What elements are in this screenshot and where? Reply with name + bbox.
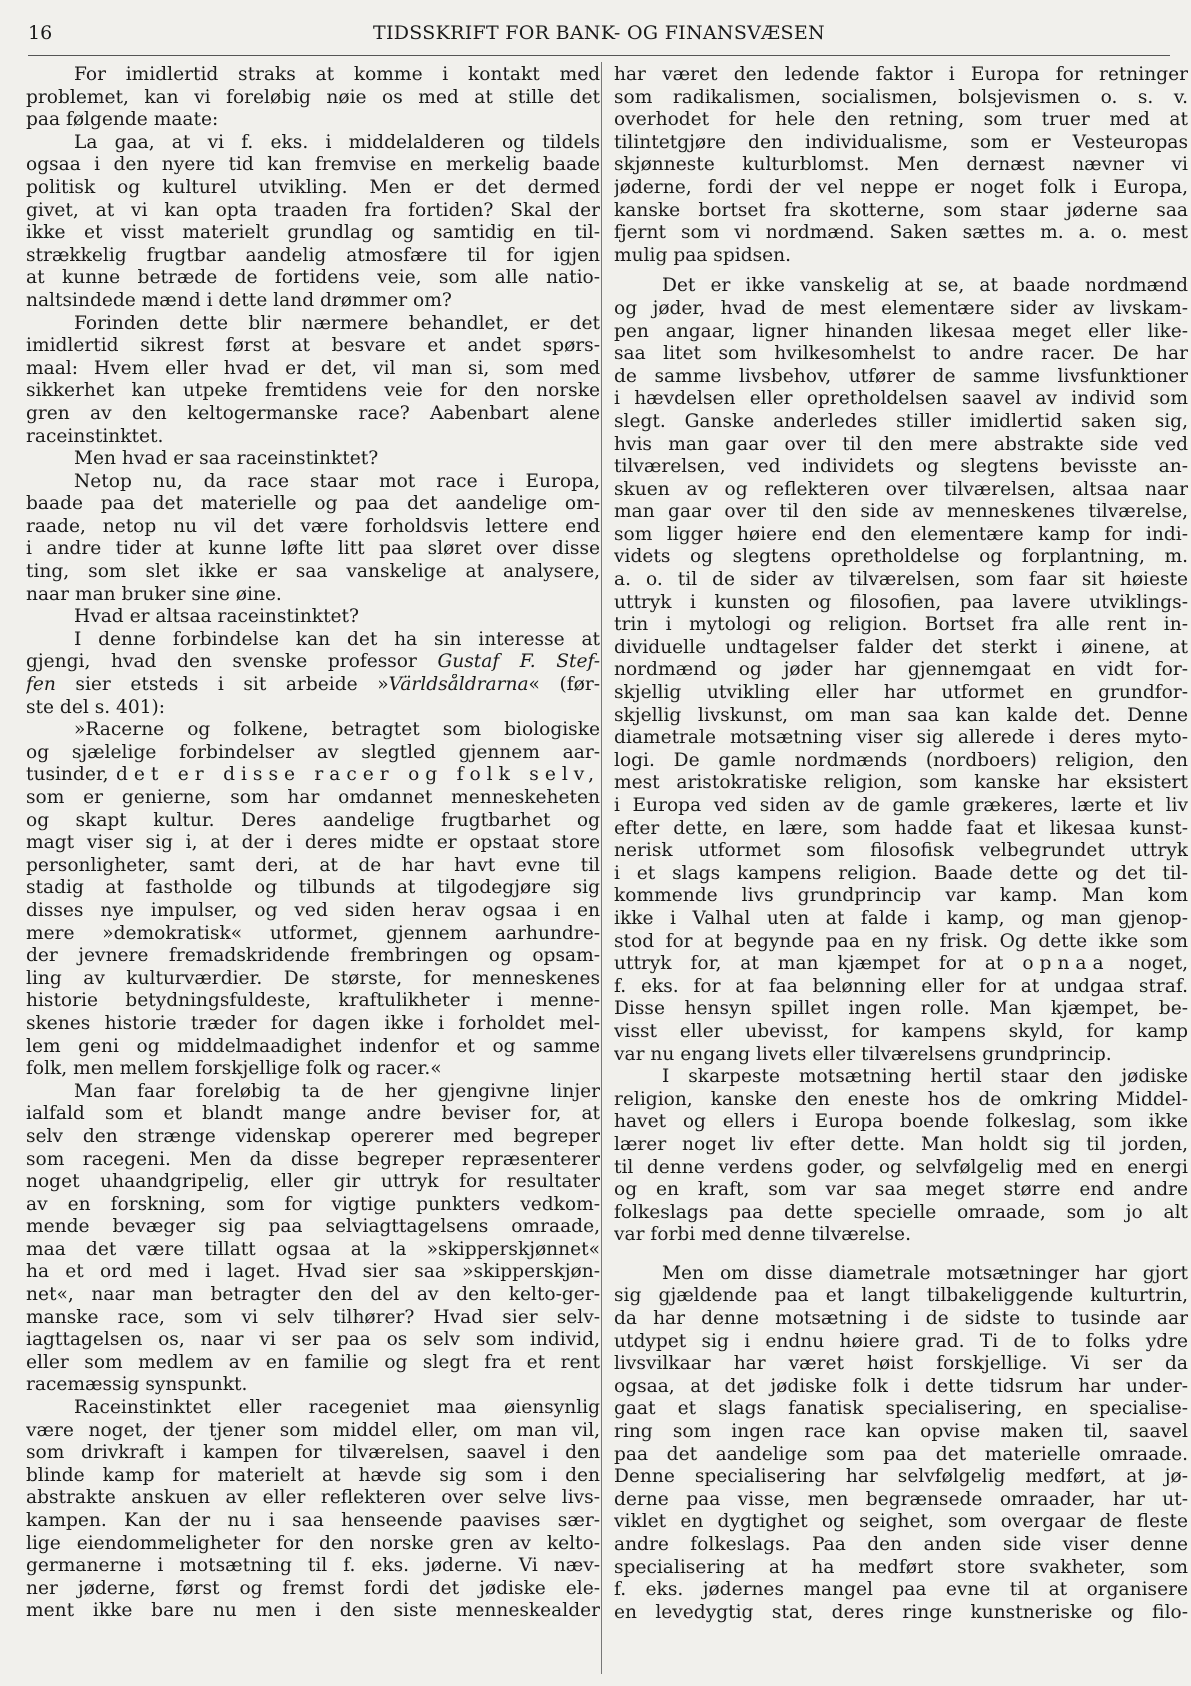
text-line xyxy=(614,1285,1188,1308)
text-span: fjernt som vi nordmænd. Saken sættes m. a. o. mest xyxy=(614,222,1188,244)
text-span: de samme livsbehov, utfører de samme livsfunktioner xyxy=(614,365,1188,387)
text-span: Hvad er altsaa raceinstinktet? xyxy=(74,606,359,628)
text-span: skuen av og reflekteren over tilværelsen, altsaa naar xyxy=(614,478,1188,500)
spaced-emphasis: det er disse racer og folk selv, xyxy=(115,764,600,786)
text-span: f. eks. jødernes mangel paa evne til at organisere xyxy=(614,1579,1188,1601)
text-span: gren av den keltogermanske race? Aabenbart alene xyxy=(26,402,600,424)
text-line xyxy=(614,343,1188,366)
text-span: skenes historie træder for dagen ikke i forholdet mel- xyxy=(26,1012,600,1034)
text-line xyxy=(614,1179,1188,1202)
text-span: noget, xyxy=(1109,953,1188,975)
text-span: »Racerne og folkene, betragtet som biologiske xyxy=(74,719,600,741)
text-span: har været den ledende faktor i Europa for retninger xyxy=(614,64,1188,85)
text-span: paa det aandelige som paa det materielle omraade. xyxy=(614,1443,1188,1465)
left-column xyxy=(26,64,600,1623)
text-span: ogsaa i den nyere tid kan fremvise en merkelig baade xyxy=(26,154,600,176)
text-span: man gaar over til den side av menneskenes tilværelse, xyxy=(614,501,1188,523)
text-line xyxy=(26,87,600,110)
text-span: skjellig utvikling eller har utformet en grundfor- xyxy=(614,682,1188,704)
text-span: og jøder, hvad de mest elementære sider av livskam- xyxy=(614,297,1188,319)
text-line xyxy=(26,1578,600,1601)
text-span: dividuelle undtagelser falder det sterkt i øinene, at xyxy=(614,636,1188,658)
text-line xyxy=(614,1353,1188,1376)
text-line xyxy=(26,1058,600,1081)
text-line xyxy=(26,1216,600,1239)
text-line xyxy=(614,366,1188,389)
text-line xyxy=(614,1466,1188,1489)
text-span: manske race, som vi selv tilhører? Hvad sier selv- xyxy=(26,1306,600,1328)
text-span: « (før- xyxy=(528,674,600,696)
text-line xyxy=(26,1171,600,1194)
text-line xyxy=(614,998,1188,1021)
text-span: I denne forbindelse kan det ha sin interesse at xyxy=(74,628,600,650)
text-line xyxy=(614,1557,1188,1580)
text-line xyxy=(614,863,1188,886)
text-span: som radikalismen, socialismen, bolsjevismen o. s. v. xyxy=(614,86,1188,108)
text-line xyxy=(26,1036,600,1059)
text-line xyxy=(614,931,1188,954)
text-line xyxy=(26,674,600,697)
text-line xyxy=(614,154,1188,177)
text-span: mere »demokratisk« utformet, gjennem aarhundre- xyxy=(26,922,600,944)
text-span: og sjælelige forbindelser av slegtled gjennem aar- xyxy=(26,741,600,763)
text-line xyxy=(26,584,600,607)
text-line xyxy=(26,1261,600,1284)
text-span: f. eks. for at faa belønning eller for at undgaa straf. xyxy=(614,975,1188,997)
text-line xyxy=(614,795,1188,818)
text-span: baade paa det materielle og paa det aandelige om- xyxy=(26,493,600,515)
text-span: som er genierne, som har omdannet menneskeheten xyxy=(26,787,600,808)
emphasis: Gustaf F. Stef- xyxy=(437,651,600,673)
text-line xyxy=(614,1511,1188,1534)
text-span: Forinden dette blir nærmere behandlet, er det xyxy=(74,312,600,334)
text-line xyxy=(614,818,1188,841)
text-span: ialfald som et blandt mange andre beviser for, at xyxy=(26,1103,600,1125)
text-span: ha et ord med i laget. Hvad sier saa »skipperskjøn- xyxy=(26,1261,600,1283)
text-line xyxy=(614,321,1188,344)
text-span: var nu engang livets eller tilværelsens grundprincip. xyxy=(614,1043,1112,1065)
text-line xyxy=(614,727,1188,750)
text-line xyxy=(26,64,600,87)
text-span: mende bevæger sig paa selviagttagelsens omraade, xyxy=(26,1216,600,1238)
text-line xyxy=(614,953,1188,976)
text-span: som ligger høiere end den elementære kamp for indi- xyxy=(614,523,1188,545)
text-line xyxy=(614,388,1188,411)
text-line xyxy=(26,1149,600,1172)
text-span: politisk og kulturel utvikling. Men er det dermed xyxy=(26,176,600,198)
text-span: videts og slegtens opretholdelse og forplantning, m. xyxy=(614,546,1188,568)
text-span: ikke i Valhal uten at falde i kamp, og man gjenop- xyxy=(614,907,1188,929)
text-span: at kunne betræde de fortidens veie, som alle natio- xyxy=(26,267,600,289)
text-span: utdypet sig i endnu høiere grad. Ti de to folks ydre xyxy=(614,1330,1188,1352)
text-span: slegt. Ganske anderledes stiller imidlertid saken sig, xyxy=(614,410,1188,432)
text-line xyxy=(26,267,600,290)
text-span: lem geni og middelmaadighet indenfor et og samme xyxy=(26,1035,600,1057)
text-span: iagttagelsen os, naar vi ser paa os selv som individ, xyxy=(26,1329,600,1351)
text-line xyxy=(614,1579,1188,1602)
text-span: blinde kamp for materielt at hævde sig som i den xyxy=(26,1464,600,1486)
text-span: visst eller ubevisst, for kampens skyld, for kamp xyxy=(614,1020,1188,1042)
text-line xyxy=(26,900,600,923)
text-span: maa det være tillatt ogsaa at la »skipperskjønnet« xyxy=(26,1238,600,1260)
text-line xyxy=(26,1103,600,1126)
text-line xyxy=(614,569,1188,592)
text-line xyxy=(26,1442,600,1465)
text-span: strækkelig frugtbar aandelig atmosfære til for igjen xyxy=(26,244,600,266)
text-line xyxy=(614,1224,1188,1247)
text-line xyxy=(26,1374,600,1397)
text-span: lærer noget liv efter dette. Man holdt sig til jorden, xyxy=(614,1133,1188,1155)
text-span: ling av kulturværdier. De største, for menneskenes xyxy=(26,967,600,989)
text-line xyxy=(614,1444,1188,1467)
text-line xyxy=(614,222,1188,245)
text-span: ste del s. 401): xyxy=(26,696,166,718)
text-span: jøderne, fordi der vel neppe er noget folk i Europa, xyxy=(614,176,1188,198)
text-span: i hævdelsen eller opretholdelsen saavel av individ som xyxy=(614,388,1188,410)
text-line xyxy=(614,592,1188,615)
text-line xyxy=(26,538,600,561)
text-line xyxy=(614,411,1188,434)
text-line xyxy=(26,606,600,629)
text-span: givet, at vi kan opta traaden fra fortiden? Skal der xyxy=(26,199,600,221)
text-span: mest aristokratiske religion, som kanske har eksistert xyxy=(614,772,1188,794)
text-span: noget uhaandgripelig, eller gir uttryk for resultater xyxy=(26,1171,600,1193)
page-number: 16 xyxy=(28,22,53,44)
text-line xyxy=(26,1239,600,1262)
text-span: skjønneste kulturblomst. Men dernæst nævner vi xyxy=(614,154,1188,176)
text-line xyxy=(26,200,600,223)
text-line xyxy=(614,840,1188,863)
text-span: Men om disse diametrale motsætninger har gjort xyxy=(662,1262,1188,1284)
text-line xyxy=(614,659,1188,682)
text-line xyxy=(614,298,1188,321)
text-line xyxy=(614,614,1188,637)
text-span: Det er ikke vanskelig at se, at baade nordmænd xyxy=(662,275,1188,297)
text-line xyxy=(614,885,1188,908)
text-span: ogsaa, at det jødiske folk i dette tidsrum har under- xyxy=(614,1375,1188,1397)
text-line xyxy=(26,1013,600,1036)
text-span: kampen. Kan der nu i saa henseende paavises sær- xyxy=(26,1510,600,1531)
text-span: i Europa ved siden av de gamle grækeres, lærte et liv xyxy=(614,795,1188,816)
text-span: uttryk for, at man kjæmpet for at xyxy=(614,953,1023,975)
text-line xyxy=(26,1555,600,1578)
text-span: gjengi, hvad den svenske professor xyxy=(26,651,438,673)
text-span: efter dette, en lære, som hadde faat et likesaa kunst- xyxy=(614,817,1188,839)
text-span: diametrale motsætning viser sig allerede i deres myto- xyxy=(614,727,1188,749)
text-line xyxy=(26,516,600,539)
text-line xyxy=(26,109,600,132)
text-span: lige eiendommeligheter for den norske gren av kelto- xyxy=(26,1532,600,1554)
text-span: livsvilkaar har været høist forskjellige. Vi ser da xyxy=(614,1353,1188,1375)
text-span: sier etsteds i sit arbeide » xyxy=(55,674,389,696)
text-span: og skapt kultur. Deres aandelige frugtbarhet og xyxy=(26,809,600,831)
text-span: selv den strænge videnskap opererer med begreper xyxy=(26,1125,600,1147)
text-line xyxy=(614,177,1188,200)
text-line xyxy=(614,976,1188,999)
text-line xyxy=(26,1533,600,1556)
text-span: da har denne motsætning i de sidste to tusinde aar xyxy=(614,1308,1188,1330)
text-line xyxy=(26,810,600,833)
right-column xyxy=(614,64,1188,1624)
text-line xyxy=(26,1397,600,1420)
header-rule xyxy=(28,55,1170,56)
text-span: gaat et slags fanatisk specialisering, en specialise- xyxy=(614,1398,1188,1420)
text-line xyxy=(614,245,1188,268)
text-span: maal: Hvem eller hvad er det, vil man si, som med xyxy=(26,357,600,379)
text-line xyxy=(26,719,600,742)
text-line xyxy=(26,832,600,855)
text-line xyxy=(26,426,600,449)
text-line xyxy=(26,561,600,584)
text-line xyxy=(26,1284,600,1307)
text-line xyxy=(614,1066,1188,1089)
text-span: tilintetgjøre den individualisme, som er Vesteuropas xyxy=(614,131,1188,153)
running-header xyxy=(28,18,1191,52)
text-span: være noget, der tjener som middel eller, om man vil, xyxy=(26,1419,600,1441)
spaced-emphasis: opnaa xyxy=(1022,953,1110,975)
emphasis: Världsåldrarna xyxy=(388,674,529,696)
text-span: Netop nu, da race staar mot race i Europa, xyxy=(74,470,600,492)
text-span: eller som medlem av en familie og slegt fra et rent xyxy=(26,1351,600,1373)
text-span: uttryk i kunsten og filosofien, paa lavere utviklings- xyxy=(614,591,1188,613)
text-line xyxy=(614,434,1188,457)
text-span: ring som ingen race kan opvise maken til, saavel xyxy=(614,1421,1188,1443)
text-span: racemæssig synspunkt. xyxy=(26,1374,248,1396)
text-span: pen angaar, ligner hinanden likesaa meget eller like- xyxy=(614,320,1188,342)
text-span: mulig paa spidsen. xyxy=(614,244,792,266)
text-line xyxy=(614,456,1188,479)
text-line xyxy=(614,132,1188,155)
text-span: andre folkeslags. Paa den anden side viser denne xyxy=(614,1534,1188,1555)
text-span: Men hvad er saa raceinstinktet? xyxy=(74,448,379,470)
text-span: For imidlertid straks at komme i kontakt med xyxy=(74,64,600,85)
text-span: problemet, kan vi foreløbig nøie os med at stille det xyxy=(26,86,600,108)
text-line xyxy=(26,764,600,787)
text-line xyxy=(614,1376,1188,1399)
text-line xyxy=(614,501,1188,524)
text-line xyxy=(614,200,1188,223)
text-line xyxy=(614,479,1188,502)
text-line xyxy=(614,1134,1188,1157)
text-line xyxy=(26,742,600,765)
text-span: tilværelsen, ved individets og slegtens bevisste an- xyxy=(614,456,1188,478)
text-span: nerisk utformet som filosofisk velbegrundet uttryk xyxy=(614,840,1188,862)
text-span: en levedygtig stat, deres ringe kunstneriske og filo- xyxy=(614,1601,1188,1623)
text-line xyxy=(614,109,1188,132)
text-line xyxy=(26,1307,600,1330)
text-span: personligheter, samt deri, at de har havt evne til xyxy=(26,854,600,876)
text-line xyxy=(614,524,1188,547)
text-line xyxy=(614,908,1188,931)
text-line xyxy=(26,1126,600,1149)
text-line xyxy=(614,682,1188,705)
text-line xyxy=(26,787,600,810)
text-line xyxy=(26,380,600,403)
text-span: av en forskning, som for vigtige punkters vedkom- xyxy=(26,1193,600,1215)
text-span: Denne specialisering har selvfølgelig medført, at jø- xyxy=(614,1466,1188,1488)
text-span: Disse hensyn spillet ingen rolle. Man kjæmpet, be- xyxy=(614,998,1188,1020)
column-divider xyxy=(601,62,602,1674)
text-line xyxy=(614,1534,1188,1557)
text-span: og en kraft, som var saa meget større end andre xyxy=(614,1179,1188,1201)
text-span: net«, naar man betragter den del av den kelto-ger- xyxy=(26,1284,600,1306)
text-line xyxy=(614,1602,1188,1625)
text-line xyxy=(26,1420,600,1443)
text-line xyxy=(26,132,600,155)
text-line xyxy=(614,1398,1188,1421)
text-line xyxy=(26,448,600,471)
text-line xyxy=(614,64,1188,87)
text-span: som racegeni. Men da disse begreper repræsenterer xyxy=(26,1148,600,1170)
text-span: naltsindede mænd i dette land drømmer om? xyxy=(26,289,452,311)
text-span: logi. De gamle nordmænds (nordboers) religion, den xyxy=(614,749,1188,771)
text-line xyxy=(26,358,600,381)
text-span: imidlertid sikrest først at besvare et andet spørs- xyxy=(26,335,600,357)
text-line xyxy=(614,1044,1188,1067)
text-span: Man faar foreløbig ta de her gjengivne linjer xyxy=(74,1080,600,1102)
text-line xyxy=(26,651,600,674)
text-line xyxy=(26,290,600,313)
text-span: tusinder, xyxy=(26,764,116,786)
text-span: sig gjældende paa et langt tilbakeliggende kulturtrin, xyxy=(614,1285,1188,1307)
text-span: raade, netop nu vil det være forholdsvis lettere end xyxy=(26,515,600,537)
text-line xyxy=(26,1329,600,1352)
text-line xyxy=(26,945,600,968)
text-span: viklet en dygtighet og seighet, som overgaar de fleste xyxy=(614,1511,1188,1533)
text-line xyxy=(26,1510,600,1533)
text-line xyxy=(614,1111,1188,1134)
text-span: stadig at fastholde og tilbunds at tilgodegjøre sig xyxy=(26,877,600,899)
text-span: derne paa visse, men begrænsede omraader, har ut- xyxy=(614,1488,1188,1510)
text-span: kanske bortset fra skotterne, som staar jøderne saa xyxy=(614,199,1188,221)
text-span: i et slags kampens religion. Baade dette og det til- xyxy=(614,862,1188,884)
text-line xyxy=(614,637,1188,660)
text-line xyxy=(26,923,600,946)
text-span: folkeslags paa dette specielle omraade, som jo alt xyxy=(614,1201,1188,1223)
text-span: ment ikke bare nu men i den siste menneskealder xyxy=(26,1600,600,1622)
text-line xyxy=(614,1202,1188,1225)
text-span: germanerne i motsætning til f. eks. jøderne. Vi næv- xyxy=(26,1555,600,1577)
text-span: La gaa, at vi f. eks. i middelalderen og tildels xyxy=(74,131,600,153)
text-line xyxy=(26,1600,600,1623)
text-line xyxy=(614,1331,1188,1354)
text-line xyxy=(614,1263,1188,1286)
text-line xyxy=(614,1021,1188,1044)
text-line xyxy=(26,493,600,516)
text-line xyxy=(614,772,1188,795)
text-span: var forbi med denne tilværelse. xyxy=(614,1224,911,1246)
text-line xyxy=(26,1081,600,1104)
text-span: magt viser sig i, at der i deres midte er opstaat store xyxy=(26,832,600,854)
text-line xyxy=(26,471,600,494)
text-line xyxy=(26,245,600,268)
text-span: sikkerhet kan utpeke fremtidens veie for den norske xyxy=(26,380,600,402)
text-span: saa litet som hvilkesomhelst to andre racer. De har xyxy=(614,343,1188,365)
text-span: Raceinstinktet eller racegeniet maa øiensynlig xyxy=(74,1397,600,1419)
text-span: nordmænd og jøder har gjennemgaat en vidt for- xyxy=(614,659,1188,681)
text-line xyxy=(614,750,1188,773)
text-line xyxy=(26,629,600,652)
text-line xyxy=(26,697,600,720)
text-line xyxy=(614,546,1188,569)
text-span: stod for at begynde paa en ny frisk. Og dette ikke som xyxy=(614,930,1188,952)
text-span: raceinstinktet. xyxy=(26,425,164,447)
text-span: religion, kanske den eneste hos de omkring Middel- xyxy=(614,1088,1188,1110)
text-span: ting, som slet ikke er saa vanskelige at analysere, xyxy=(26,561,600,583)
text-line xyxy=(26,1352,600,1375)
emphasis: fen xyxy=(26,674,56,696)
text-line xyxy=(26,313,600,336)
text-line xyxy=(614,1157,1188,1180)
text-line xyxy=(26,877,600,900)
journal-title: TIDSSKRIFT FOR BANK- OG FINANSVÆSEN xyxy=(373,22,825,44)
text-span: abstrakte anskuen av eller reflekteren over selve livs- xyxy=(26,1487,600,1509)
text-span: som drivkraft i kampen for tilværelsen, saavel i den xyxy=(26,1442,600,1464)
text-line xyxy=(26,1465,600,1488)
text-span: havet og ellers i Europa boende folkeslag, som ikke xyxy=(614,1111,1188,1133)
text-line xyxy=(26,1487,600,1510)
text-span: til denne verdens goder, og selvfølgelig med en energi xyxy=(614,1156,1188,1178)
text-line xyxy=(614,705,1188,728)
text-line xyxy=(26,154,600,177)
text-span: kommende livs grundprincip var kamp. Man kom xyxy=(614,885,1188,907)
text-line xyxy=(26,222,600,245)
text-span: hvis man gaar over til den mere abstrakte side ved xyxy=(614,433,1188,455)
text-line xyxy=(26,990,600,1013)
text-span: historie betydningsfuldeste, kraftulikheter i menne- xyxy=(26,990,600,1012)
text-line xyxy=(614,1089,1188,1112)
text-span: i andre tider at kunne løfte litt paa sløret over disse xyxy=(26,538,600,560)
text-line xyxy=(26,403,600,426)
text-line xyxy=(26,177,600,200)
text-span: skjellig livskunst, om man saa kan kalde det. Denne xyxy=(614,704,1188,726)
text-line xyxy=(614,1421,1188,1444)
text-span: ner jøderne, først og fremst fordi det jødiske ele- xyxy=(26,1577,600,1599)
text-line xyxy=(26,1194,600,1217)
text-span: ikke et visst materielt grundlag og samtidig en til- xyxy=(26,222,600,244)
text-span: folk, men mellem forskjellige folk og racer.« xyxy=(26,1058,442,1080)
text-line xyxy=(26,968,600,991)
text-line xyxy=(614,275,1188,298)
text-span: trin i mytologi og religion. Bortset fra alle rent in- xyxy=(614,614,1188,636)
text-span: disses nye impulser, og ved siden herav ogsaa i en xyxy=(26,899,600,921)
text-line xyxy=(614,1308,1188,1331)
text-line xyxy=(614,87,1188,110)
text-line xyxy=(614,1489,1188,1512)
text-span: a. o. til de sider av tilværelsen, som faar sit høieste xyxy=(614,569,1188,591)
text-span: overhodet for hele den retning, som truer med at xyxy=(614,109,1188,131)
text-span: paa følgende maate: xyxy=(26,109,219,131)
text-span: I skarpeste motsætning hertil staar den jødiske xyxy=(662,1066,1188,1088)
text-line xyxy=(26,855,600,878)
text-span: der jevnere fremadskridende frembringen og opsam- xyxy=(26,945,600,967)
text-span: specialisering at ha medført store svakheter, som xyxy=(614,1556,1188,1578)
text-line xyxy=(26,335,600,358)
text-span: naar man bruker sine øine. xyxy=(26,583,282,605)
